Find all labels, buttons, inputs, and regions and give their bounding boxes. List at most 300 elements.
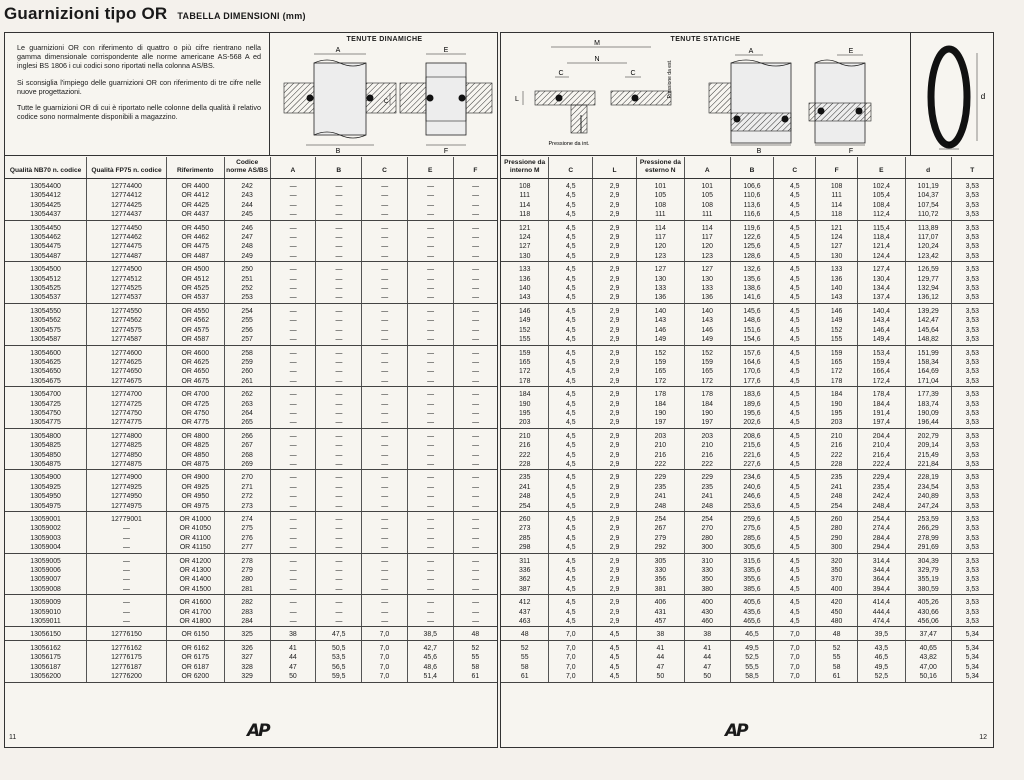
table-cell: 4,5 <box>774 377 816 387</box>
table-cell: 2,9 <box>593 242 637 251</box>
table-cell: 210 <box>816 428 858 441</box>
table-cell: 4,5 <box>774 242 816 251</box>
table-cell: 4,5 <box>549 303 593 316</box>
right-header-3: Pressione da esterno N <box>636 157 684 179</box>
table-cell: 269 <box>224 460 270 470</box>
table-cell: 13059011 <box>5 617 87 627</box>
table-cell: 3,53 <box>965 576 980 584</box>
table-cell: OR 4975 <box>166 502 224 512</box>
right-header-5: B <box>730 157 774 179</box>
table-cell: 251 <box>224 275 270 284</box>
table-cell: — <box>270 483 316 492</box>
table-cell: OR 4700 <box>166 387 224 400</box>
table-cell: 133 <box>501 262 549 275</box>
table-cell: 4,5 <box>549 335 593 345</box>
table-cell: — <box>316 483 362 492</box>
table-row <box>5 418 497 428</box>
table-row <box>5 367 497 376</box>
table-cell: 13059006 <box>5 566 87 575</box>
table-cell: 2,9 <box>593 483 637 492</box>
table-cell: 4,5 <box>549 575 593 584</box>
table-cell: — <box>270 566 316 575</box>
table-cell: 430,66 <box>905 608 951 617</box>
table-cell: 146,4 <box>857 326 905 335</box>
table-cell: 4,5 <box>549 524 593 533</box>
table-cell: — <box>472 567 479 575</box>
table-cell: — <box>270 242 316 251</box>
table-cell: 3,53 <box>965 567 980 575</box>
table-cell: 111 <box>636 210 684 220</box>
table-cell: — <box>453 252 497 262</box>
table-cell: 121 <box>501 220 549 233</box>
left-header-0: Qualità NB70 n. codice <box>5 157 87 179</box>
table-cell: 46,5 <box>730 627 774 640</box>
table-cell: 210 <box>636 441 684 450</box>
table-cell: 13054537 <box>5 293 87 303</box>
table-cell: — <box>270 451 316 460</box>
table-cell: 271 <box>224 483 270 492</box>
table-cell: 130 <box>636 275 684 284</box>
table-cell: 12774500 <box>87 262 167 275</box>
table-cell: 12774562 <box>87 316 167 325</box>
table-cell: 3,53 <box>965 192 980 200</box>
table-cell: 253 <box>224 293 270 303</box>
table-cell: 267 <box>636 524 684 533</box>
table-cell: 172 <box>816 367 858 376</box>
table-cell: 7,0 <box>549 672 593 682</box>
table-cell: — <box>472 358 479 366</box>
table-cell: 4,5 <box>774 566 816 575</box>
table-cell: 41 <box>684 640 730 653</box>
table-cell: 325 <box>224 627 270 640</box>
table-cell: 108,4 <box>857 201 905 210</box>
table-cell: 2,9 <box>593 418 637 428</box>
table-row <box>501 326 993 335</box>
table-cell: 305,6 <box>730 543 774 553</box>
table-cell: 281 <box>224 585 270 595</box>
table-cell: 137,4 <box>857 293 905 303</box>
label-e: E <box>443 47 449 54</box>
table-cell: 335,6 <box>730 566 774 575</box>
table-cell: 4,5 <box>774 451 816 460</box>
table-cell: — <box>407 502 453 512</box>
table-cell: 105,4 <box>857 191 905 200</box>
table-row <box>5 441 497 450</box>
table-cell: 127 <box>816 242 858 251</box>
table-row <box>5 575 497 584</box>
table-row <box>501 428 993 441</box>
table-cell: 13054400 <box>5 179 87 192</box>
table-cell: 241 <box>501 483 549 492</box>
table-cell: 159,4 <box>857 358 905 367</box>
table-cell: 240,89 <box>905 492 951 501</box>
table-cell: 2,9 <box>593 233 637 242</box>
table-cell: — <box>472 183 479 190</box>
table-cell: 58 <box>816 663 858 672</box>
table-cell: 48 <box>453 627 497 640</box>
table-cell: 178 <box>684 387 730 400</box>
table-cell: 184 <box>816 387 858 400</box>
table-cell: 4,5 <box>774 210 816 220</box>
table-cell: 243 <box>224 191 270 200</box>
table-cell: 4,5 <box>549 534 593 543</box>
table-cell: — <box>270 358 316 367</box>
table-cell: OR 4450 <box>166 220 224 233</box>
table-cell: 2,9 <box>593 335 637 345</box>
table-cell: — <box>270 617 316 627</box>
table-cell: 197 <box>684 418 730 428</box>
table-cell: 12774525 <box>87 284 167 293</box>
table-cell: 290 <box>816 534 858 543</box>
table-cell: 127 <box>501 242 549 251</box>
table-cell: OR 4400 <box>166 179 224 192</box>
table-cell: 190 <box>501 400 549 409</box>
table-cell: 191,4 <box>857 409 905 418</box>
table-row <box>501 233 993 242</box>
table-cell: 127,4 <box>857 262 905 275</box>
table-cell: 380 <box>684 585 730 595</box>
table-cell: — <box>362 367 408 376</box>
table-cell: 4,5 <box>549 512 593 525</box>
table-cell: — <box>316 316 362 325</box>
table-cell: OR 6200 <box>166 672 224 682</box>
table-cell: — <box>407 316 453 325</box>
table-cell: 3,53 <box>965 608 980 616</box>
right-page <box>500 32 994 748</box>
table-cell: 44 <box>684 653 730 662</box>
table-row <box>501 663 993 672</box>
table-cell: 52,5 <box>857 672 905 682</box>
table-cell: — <box>316 345 362 358</box>
table-cell: 355,19 <box>905 575 951 584</box>
table-cell: — <box>362 566 408 575</box>
header-divider-right <box>501 155 993 156</box>
table-cell: 327 <box>224 653 270 662</box>
table-cell: 12774875 <box>87 460 167 470</box>
table-cell: — <box>270 252 316 262</box>
table-cell: 41 <box>270 640 316 653</box>
table-cell: 227,6 <box>730 460 774 470</box>
table-cell: 153,4 <box>857 345 905 358</box>
table-cell: — <box>407 608 453 617</box>
table-cell: 257 <box>224 335 270 345</box>
table-cell: 195,6 <box>730 409 774 418</box>
table-cell: 3,53 <box>951 252 993 262</box>
table-cell: 122,6 <box>730 233 774 242</box>
table-cell: 261 <box>224 377 270 387</box>
table-cell: — <box>407 575 453 584</box>
table-cell: 12776200 <box>87 672 167 682</box>
table-cell: 247 <box>224 233 270 242</box>
table-cell: 164,69 <box>905 367 951 376</box>
table-cell: — <box>316 210 362 220</box>
table-cell: — <box>472 599 479 607</box>
left-header-2: Riferimento <box>166 157 224 179</box>
table-cell: 140 <box>816 284 858 293</box>
table-cell: — <box>362 575 408 584</box>
table-cell: 254 <box>636 512 684 525</box>
table-cell: 304,39 <box>905 553 951 566</box>
right-header-4: A <box>684 157 730 179</box>
table-cell: 12774400 <box>87 179 167 192</box>
table-cell: — <box>316 418 362 428</box>
table-cell: 4,5 <box>774 617 816 627</box>
table-cell: 149,4 <box>857 335 905 345</box>
table-cell: — <box>407 326 453 335</box>
table-cell: 4,5 <box>549 220 593 233</box>
table-cell: 52 <box>816 640 858 653</box>
table-cell: OR 4512 <box>166 275 224 284</box>
table-cell: 274,4 <box>857 524 905 533</box>
table-cell: 216,4 <box>857 451 905 460</box>
table-cell: 4,5 <box>549 617 593 627</box>
table-cell: 7,0 <box>362 653 408 662</box>
table-cell: 2,9 <box>593 428 637 441</box>
table-cell: 132,94 <box>905 284 951 293</box>
table-cell: — <box>472 400 479 408</box>
table-row <box>501 179 993 192</box>
table-cell: 130 <box>816 252 858 262</box>
table-cell: — <box>316 441 362 450</box>
table-cell: 284,4 <box>857 534 905 543</box>
table-cell: 146 <box>501 303 549 316</box>
table-cell: 149 <box>636 335 684 345</box>
table-cell: 42,7 <box>407 640 453 653</box>
table-row <box>5 502 497 512</box>
right-header-0: Pressione da interno M <box>501 157 549 179</box>
table-cell: — <box>407 335 453 345</box>
table-cell: 270 <box>684 524 730 533</box>
table-cell: 38 <box>636 627 684 640</box>
table-cell: 108 <box>684 201 730 210</box>
table-cell: — <box>407 179 453 192</box>
table-cell: 4,5 <box>549 418 593 428</box>
table-cell: 45,6 <box>407 653 453 662</box>
table-cell: — <box>270 201 316 210</box>
table-cell: — <box>270 543 316 553</box>
table-cell: 305 <box>636 553 684 566</box>
table-row <box>5 201 497 210</box>
table-row <box>501 275 993 284</box>
table-cell: 275 <box>224 524 270 533</box>
table-cell: — <box>316 617 362 627</box>
table-cell: — <box>362 409 408 418</box>
table-cell: — <box>316 524 362 533</box>
table-row <box>5 483 497 492</box>
table-cell: 13054925 <box>5 483 87 492</box>
table-cell: 13054600 <box>5 345 87 358</box>
table-cell: 222 <box>636 460 684 470</box>
table-cell: 48,6 <box>407 663 453 672</box>
table-cell: — <box>270 326 316 335</box>
table-cell: — <box>472 391 479 399</box>
table-cell: 13056187 <box>5 663 87 672</box>
table-cell: — <box>316 275 362 284</box>
table-cell: — <box>362 460 408 470</box>
table-cell: 275,6 <box>730 524 774 533</box>
table-cell: 3,53 <box>965 474 980 482</box>
table-cell: — <box>362 400 408 409</box>
table-cell: 3,53 <box>951 293 993 303</box>
table-cell: — <box>407 524 453 533</box>
table-cell: 300 <box>816 543 858 553</box>
table-cell: 136 <box>636 293 684 303</box>
table-cell: 460 <box>684 617 730 627</box>
table-cell: 123 <box>684 252 730 262</box>
table-cell: — <box>270 470 316 483</box>
static-seal-diagram <box>501 33 911 155</box>
table-cell: — <box>270 367 316 376</box>
table-cell: 141,6 <box>730 293 774 303</box>
table-cell: 203 <box>636 428 684 441</box>
table-cell: OR 4950 <box>166 492 224 501</box>
table-cell: 235 <box>684 483 730 492</box>
table-cell: 155 <box>816 335 858 345</box>
table-row <box>5 252 497 262</box>
table-cell: 12774625 <box>87 358 167 367</box>
table-cell: 4,5 <box>593 672 637 682</box>
table-cell: 235 <box>816 470 858 483</box>
table-cell: 135,6 <box>730 275 774 284</box>
table-cell: 450 <box>816 608 858 617</box>
table-cell: 216 <box>684 451 730 460</box>
table-cell: 326 <box>224 640 270 653</box>
table-cell: 7,0 <box>774 640 816 653</box>
table-cell: — <box>362 326 408 335</box>
table-row <box>5 653 497 662</box>
table-cell: 204,4 <box>857 428 905 441</box>
table-cell: 61 <box>816 672 858 682</box>
table-row <box>5 451 497 460</box>
table-cell: 4,5 <box>774 262 816 275</box>
table-cell: 110,72 <box>905 210 951 220</box>
table-cell: — <box>362 179 408 192</box>
table-cell: OR 4562 <box>166 316 224 325</box>
table-cell: 195 <box>816 409 858 418</box>
table-cell: 3,53 <box>965 243 980 251</box>
table-cell: — <box>472 368 479 376</box>
table-cell: 48 <box>816 627 858 640</box>
table-row <box>501 358 993 367</box>
table-cell: — <box>316 575 362 584</box>
table-cell: 4,5 <box>549 470 593 483</box>
table-cell: — <box>316 566 362 575</box>
left-dimension-table <box>5 157 497 683</box>
table-cell: 4,5 <box>549 428 593 441</box>
table-cell: 4,5 <box>549 595 593 608</box>
table-cell: 4,5 <box>774 524 816 533</box>
table-cell: 480 <box>816 617 858 627</box>
table-cell: 240,6 <box>730 483 774 492</box>
table-cell: 12774650 <box>87 367 167 376</box>
table-row <box>5 210 497 220</box>
table-cell: 4,5 <box>549 345 593 358</box>
table-cell: 49,5 <box>730 640 774 653</box>
table-cell: 53,5 <box>316 653 362 662</box>
table-cell: 47,00 <box>905 663 951 672</box>
table-cell: OR 41400 <box>166 575 224 584</box>
table-cell: — <box>362 345 408 358</box>
table-cell: 3,53 <box>965 525 980 533</box>
table-cell: — <box>472 275 479 283</box>
table-cell: 248 <box>501 492 549 501</box>
table-cell: 4,5 <box>774 409 816 418</box>
table-cell: 133 <box>636 284 684 293</box>
table-cell: OR 41800 <box>166 617 224 627</box>
table-cell: 40,65 <box>905 640 951 653</box>
table-cell: 3,53 <box>965 326 980 334</box>
table-cell: 202,79 <box>905 428 951 441</box>
table-cell: 241 <box>636 492 684 501</box>
right-header-1: C <box>549 157 593 179</box>
table-cell: 12774487 <box>87 252 167 262</box>
table-cell: — <box>316 284 362 293</box>
table-row <box>501 303 993 316</box>
table-cell: 108 <box>501 179 549 192</box>
table-cell: 4,5 <box>549 358 593 367</box>
table-cell: 253,6 <box>730 502 774 512</box>
ap-logo-left: AP <box>247 721 269 741</box>
table-cell: — <box>270 502 316 512</box>
table-cell: — <box>407 512 453 525</box>
table-cell: — <box>362 502 408 512</box>
table-cell: 55 <box>471 654 480 662</box>
table-cell: 241 <box>816 483 858 492</box>
table-cell: 110,6 <box>730 191 774 200</box>
table-cell: 117 <box>684 233 730 242</box>
right-dimension-table <box>501 157 993 683</box>
table-row <box>5 191 497 200</box>
table-cell: 114 <box>684 220 730 233</box>
table-row <box>501 653 993 662</box>
table-cell: 152 <box>636 345 684 358</box>
table-cell: 12774900 <box>87 470 167 483</box>
table-cell: 235 <box>636 483 684 492</box>
table-cell: 12776187 <box>87 663 167 672</box>
table-cell: 216 <box>636 451 684 460</box>
table-cell: 330 <box>684 566 730 575</box>
table-cell: 254 <box>224 303 270 316</box>
table-cell: OR 4925 <box>166 483 224 492</box>
table-row <box>501 553 993 566</box>
table-row <box>5 220 497 233</box>
table-cell: — <box>472 409 479 417</box>
table-cell: 159 <box>684 358 730 367</box>
table-cell: — <box>362 316 408 325</box>
table-cell: — <box>362 242 408 251</box>
table-cell: — <box>316 428 362 441</box>
table-cell: 4,5 <box>774 534 816 543</box>
table-cell: 7,0 <box>362 663 408 672</box>
table-cell: 2,9 <box>593 387 637 400</box>
table-cell: 120 <box>684 242 730 251</box>
table-cell: 4,5 <box>549 492 593 501</box>
table-cell: 356 <box>636 575 684 584</box>
table-cell: 4,5 <box>774 303 816 316</box>
table-row <box>501 470 993 483</box>
table-cell: 3,53 <box>965 391 980 399</box>
page-number-right: 12 <box>979 734 987 741</box>
table-cell: 3,53 <box>965 432 980 440</box>
table-cell: 270 <box>224 470 270 483</box>
table-cell: 254 <box>684 512 730 525</box>
table-cell: OR 4487 <box>166 252 224 262</box>
table-cell: — <box>407 585 453 595</box>
table-cell: — <box>407 220 453 233</box>
table-cell: — <box>362 275 408 284</box>
table-cell: — <box>362 284 408 293</box>
table-cell: 4,5 <box>549 409 593 418</box>
